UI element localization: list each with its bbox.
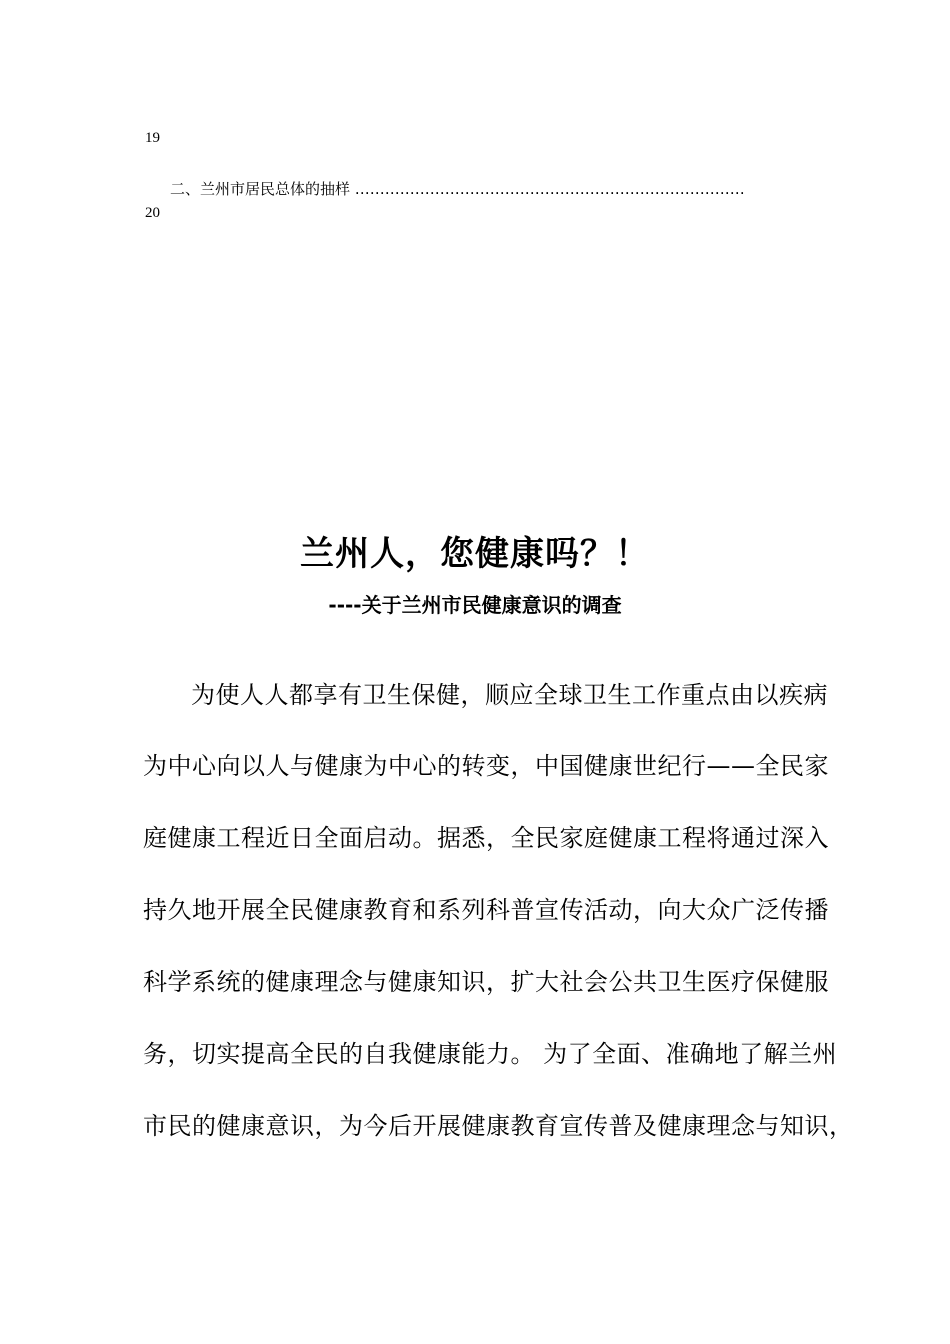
paragraph-line: 务，切实提高全民的自我健康能力。 为了全面、准确地了解兰州 <box>143 1040 838 1068</box>
paragraph-line: 持久地开展全民健康教育和系列科普宣传活动，向大众广泛传播 <box>143 896 829 924</box>
paragraph-line: 科学系统的健康理念与健康知识，扩大社会公共卫生医疗保健服 <box>143 968 829 996</box>
toc-leader-dots: …………………………………………………………………… <box>354 180 745 198</box>
toc-entry <box>170 178 798 199</box>
article-title: 兰州人，您健康吗？！ <box>300 534 650 574</box>
paragraph-line: 市民的健康意识，为今后开展健康教育宣传普及健康理念与知识， <box>143 1112 854 1140</box>
paragraph-line: 为中心向以人与健康为中心的转变，中国健康世纪行——全民家 <box>143 752 829 780</box>
article-subtitle: ----关于兰州市民健康意识的调查 <box>328 593 622 617</box>
paragraph-line: 庭健康工程近日全面启动。据悉，全民家庭健康工程将通过深入 <box>143 824 829 852</box>
paragraph-line: 为使人人都享有卫生保健，顺应全球卫生工作重点由以疾病 <box>191 681 828 709</box>
toc-entry-page-number: 20 <box>145 205 160 221</box>
toc-entry-label: 二、兰州市居民总体的抽样 <box>170 180 351 198</box>
toc-page-number: 19 <box>145 130 160 146</box>
